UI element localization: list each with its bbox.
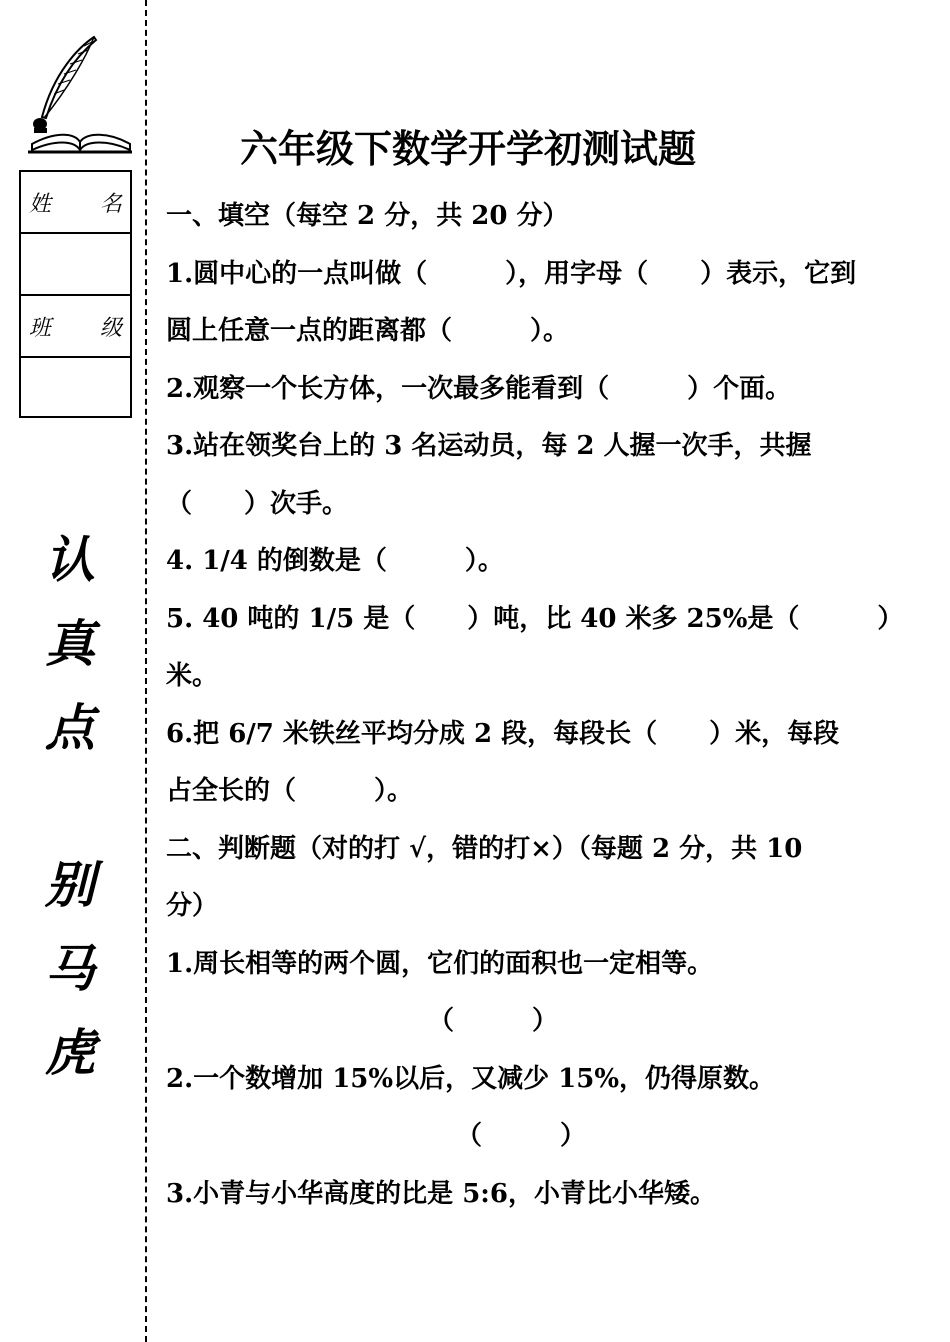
question-line: （ ）次手。 <box>166 488 349 519</box>
class-field[interactable] <box>21 358 130 420</box>
judge-question-3: 3.小青与小华高度的比是 5:6，小青比小华矮。 <box>166 1178 716 1209</box>
quill-book-icon <box>24 32 134 157</box>
answer-paren-text: （ ） <box>428 1006 559 1036</box>
class-label-cell <box>21 296 130 358</box>
exam-content <box>166 188 904 1223</box>
question-line: 4. 1/4 的倒数是（ ）。 <box>166 546 504 576</box>
section2-heading-cont: 分） <box>166 891 219 921</box>
name-label-cell <box>21 172 130 234</box>
question-line: 1.圆中心的一点叫做（ ），用字母（ ）表示，它到 <box>166 258 857 289</box>
question-line: 6.把 6/7 米铁丝平均分成 2 段，每段长（ ）米，每段 <box>166 718 840 749</box>
slogan-char: 马 <box>45 939 95 998</box>
name-field[interactable] <box>21 234 130 296</box>
question-line: 5. 40 吨的 1/5 是（ ）吨，比 40 米多 25%是（ ） <box>166 603 904 634</box>
answer-paren-2[interactable] <box>166 1108 856 1166</box>
name-label-char-2: 名 <box>99 191 122 217</box>
judge-question-1: 1.周长相等的两个圆，它们的面积也一定相等。 <box>166 948 714 979</box>
question-line: 圆上任意一点的距离都（ ）。 <box>166 316 570 346</box>
name-label-char-1: 姓 <box>29 191 52 217</box>
question-line: 2.观察一个长方体，一次最多能看到（ ）个面。 <box>166 373 792 404</box>
question-line: 米。 <box>166 661 219 691</box>
student-info-box <box>19 170 132 418</box>
slogan-char: 真 <box>45 614 95 673</box>
judge-question-2: 2.一个数增加 15%以后，又减少 15%，仍得原数。 <box>166 1063 776 1094</box>
page-title: 六年级下数学开学初测试题 <box>240 126 697 171</box>
dashed-binding-line <box>145 0 147 1342</box>
answer-paren-1[interactable] <box>166 993 856 1051</box>
question-line: 占全长的（ ）。 <box>166 776 414 806</box>
slogan-char: 虎 <box>45 1023 95 1082</box>
question-line: 3.站在领奖台上的 3 名运动员，每 2 人握一次手，共握 <box>166 431 812 461</box>
slogan-part-1 <box>40 530 100 787</box>
slogan-char: 别 <box>45 855 95 914</box>
slogan-char: 点 <box>45 698 95 757</box>
section2-heading: 二、判断题（对的打 √，错的打×）（每题 2 分，共 10 <box>166 833 803 864</box>
section1-heading: 一、填空（每空 2 分，共 20 分） <box>166 201 569 231</box>
class-label-char-2: 级 <box>99 315 122 341</box>
class-label-char-1: 班 <box>29 315 52 341</box>
answer-paren-text: （ ） <box>456 1121 587 1151</box>
slogan-part-2 <box>40 855 100 1112</box>
slogan-char: 认 <box>45 530 95 589</box>
